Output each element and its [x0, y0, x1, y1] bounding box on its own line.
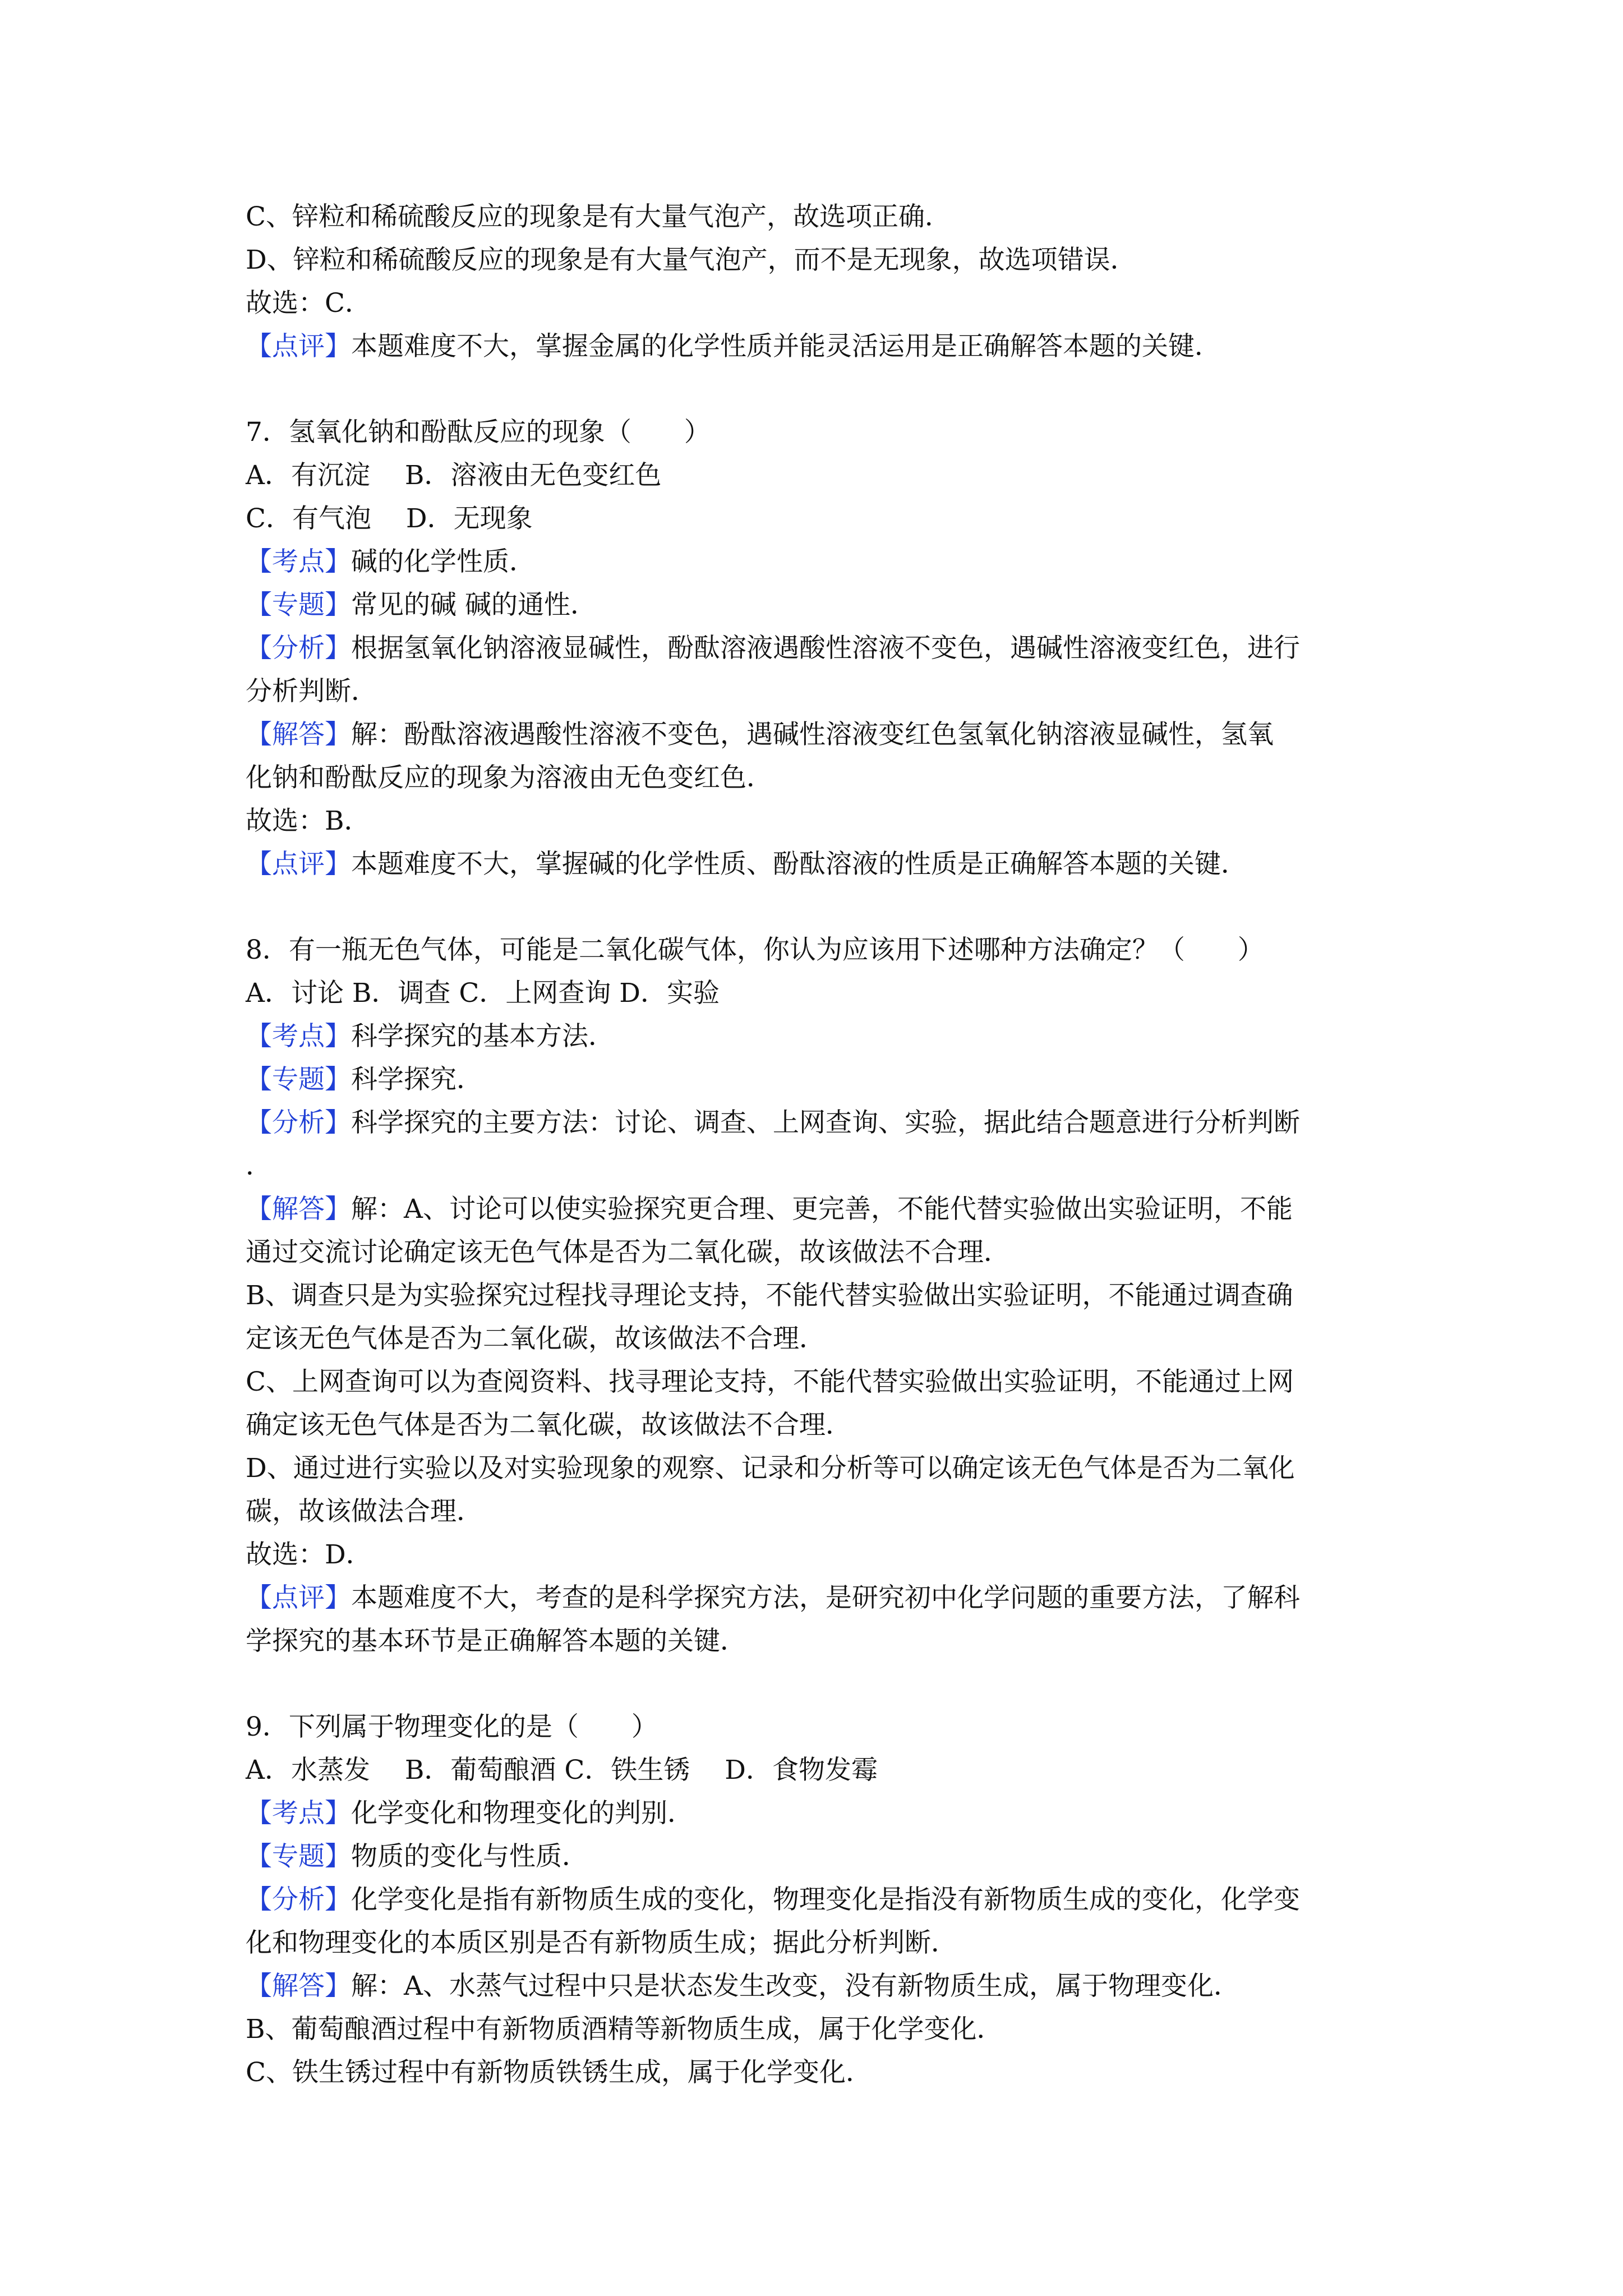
q9-options: A．水蒸发 B．葡萄酿酒 C．铁生锈 D．食物发霉 [246, 1755, 878, 1786]
q8-jieda-line-8: 碳，故该做法合理． [246, 1496, 483, 1527]
review-tag: 【点评】 [246, 1582, 351, 1613]
q7-fenxi-cont: 分析判断． [246, 676, 377, 707]
q7-zhuanti [246, 583, 1395, 627]
jieda-text: 解：酚酞溶液遇酸性溶液不变色，遇碱性溶液变红色氢氧化钠溶液显碱性，氢氧 [351, 719, 1274, 750]
kaodian-tag: 【考点】 [246, 1021, 351, 1052]
q8-jieda [246, 1188, 1395, 1231]
q8-jieda-line-5: C、上网查询可以为查阅资料、找寻理论支持，不能代替实验做出实验证明，不能通过上网 [246, 1366, 1294, 1397]
q7-stem: 7．氢氧化钠和酚酞反应的现象（ ） [246, 417, 711, 448]
q9-jieda [246, 1964, 1395, 2008]
q9-stem: 9．下列属于物理变化的是（ ） [246, 1711, 658, 1742]
review-tag: 【点评】 [246, 331, 351, 362]
q8-review-cont: 学探究的基本环节是正确解答本题的关键． [246, 1626, 746, 1657]
q8-zhuanti [246, 1058, 1395, 1101]
fenxi-tag: 【分析】 [246, 1884, 351, 1915]
jieda-text: 解：A、讨论可以使实验探究更合理、更完善，不能代替实验做出实验证明，不能 [351, 1194, 1293, 1225]
zhuanti-text: 常见的碱 碱的通性． [351, 590, 597, 620]
q7-answer: 故选：B． [246, 806, 371, 836]
q8-review [246, 1576, 1395, 1619]
fenxi-tag: 【分析】 [246, 633, 351, 664]
prev-review [246, 325, 1395, 368]
prev-line-c: C、锌粒和稀硫酸反应的现象是有大量气泡产，故选项正确． [246, 201, 951, 232]
kaodian-tag: 【考点】 [246, 546, 351, 577]
q9-zhuanti [246, 1835, 1395, 1878]
zhuanti-text: 物质的变化与性质． [351, 1841, 588, 1872]
kaodian-tag: 【考点】 [246, 1798, 351, 1829]
jieda-tag: 【解答】 [246, 719, 351, 750]
zhuanti-text: 科学探究． [351, 1064, 483, 1095]
q8-kaodian [246, 1015, 1395, 1058]
q9-fenxi [246, 1878, 1395, 1921]
jieda-text: 解：A、水蒸气过程中只是状态发生改变，没有新物质生成，属于物理变化． [351, 1971, 1240, 2001]
review-tag: 【点评】 [246, 849, 351, 880]
review-text: 本题难度不大，掌握碱的化学性质、酚酞溶液的性质是正确解答本题的关键． [351, 849, 1247, 880]
zhuanti-tag: 【专题】 [246, 1064, 351, 1095]
q7-options-1: A．有沉淀 B．溶液由无色变红色 [246, 460, 662, 491]
fenxi-text: 化学变化是指有新物质生成的变化，物理变化是指没有新物质生成的变化，化学变 [351, 1884, 1300, 1915]
review-text: 本题难度不大，掌握金属的化学性质并能灵活运用是正确解答本题的关键． [351, 331, 1221, 362]
q9-kaodian [246, 1792, 1395, 1835]
jieda-tag: 【解答】 [246, 1971, 351, 2001]
q8-fenxi-cont: ． [246, 1151, 272, 1181]
q7-jieda-cont: 化钠和酚酞反应的现象为溶液由无色变红色． [246, 762, 773, 793]
fenxi-text: 科学探究的主要方法：讨论、调查、上网查询、实验，据此结合题意进行分析判断 [351, 1107, 1300, 1138]
document-body [246, 195, 1395, 2094]
q8-fenxi [246, 1101, 1395, 1144]
q8-jieda-line-4: 定该无色气体是否为二氧化碳，故该做法不合理． [246, 1323, 826, 1354]
q7-jieda [246, 713, 1395, 756]
kaodian-text: 碱的化学性质． [351, 546, 536, 577]
q9-jieda-line-2: B、葡萄酿酒过程中有新物质酒精等新物质生成，属于化学变化． [246, 2014, 1003, 2045]
q7-fenxi [246, 627, 1395, 670]
q7-kaodian [246, 540, 1395, 583]
q7-review [246, 843, 1395, 886]
fenxi-text: 根据氢氧化钠溶液显碱性，酚酞溶液遇酸性溶液不变色，遇碱性溶液变红色，进行 [351, 633, 1300, 664]
q8-jieda-line-2: 通过交流讨论确定该无色气体是否为二氧化碳，故该做法不合理． [246, 1237, 1010, 1268]
review-text: 本题难度不大，考查的是科学探究方法，是研究初中化学问题的重要方法，了解科 [351, 1582, 1300, 1613]
q7-options-2: C．有气泡 D．无现象 [246, 503, 533, 534]
q8-jieda-line-6: 确定该无色气体是否为二氧化碳，故该做法不合理． [246, 1410, 852, 1441]
q9-jieda-line-3: C、铁生锈过程中有新物质铁锈生成，属于化学变化． [246, 2057, 872, 2088]
q8-options: A．讨论 B．调查 C．上网查询 D．实验 [246, 978, 720, 1009]
q8-stem: 8．有一瓶无色气体，可能是二氧化碳气体，你认为应该用下述哪种方法确定？（ ） [246, 935, 1264, 965]
kaodian-text: 化学变化和物理变化的判别． [351, 1798, 694, 1829]
zhuanti-tag: 【专题】 [246, 1841, 351, 1872]
prev-line-d: D、锌粒和稀硫酸反应的现象是有大量气泡产，而不是无现象，故选项错误． [246, 245, 1137, 275]
fenxi-tag: 【分析】 [246, 1107, 351, 1138]
q9-fenxi-cont: 化和物理变化的本质区别是否有新物质生成；据此分析判断． [246, 1927, 957, 1958]
jieda-tag: 【解答】 [246, 1194, 351, 1225]
kaodian-text: 科学探究的基本方法． [351, 1021, 615, 1052]
q8-jieda-line-3: B、调查只是为实验探究过程找寻理论支持，不能代替实验做出实验证明，不能通过调查确 [246, 1280, 1293, 1311]
q8-answer: 故选：D． [246, 1539, 372, 1570]
q8-jieda-line-7: D、通过进行实验以及对实验现象的观察、记录和分析等可以确定该无色气体是否为二氧化 [246, 1453, 1295, 1484]
zhuanti-tag: 【专题】 [246, 590, 351, 620]
prev-answer: 故选：C． [246, 288, 371, 319]
